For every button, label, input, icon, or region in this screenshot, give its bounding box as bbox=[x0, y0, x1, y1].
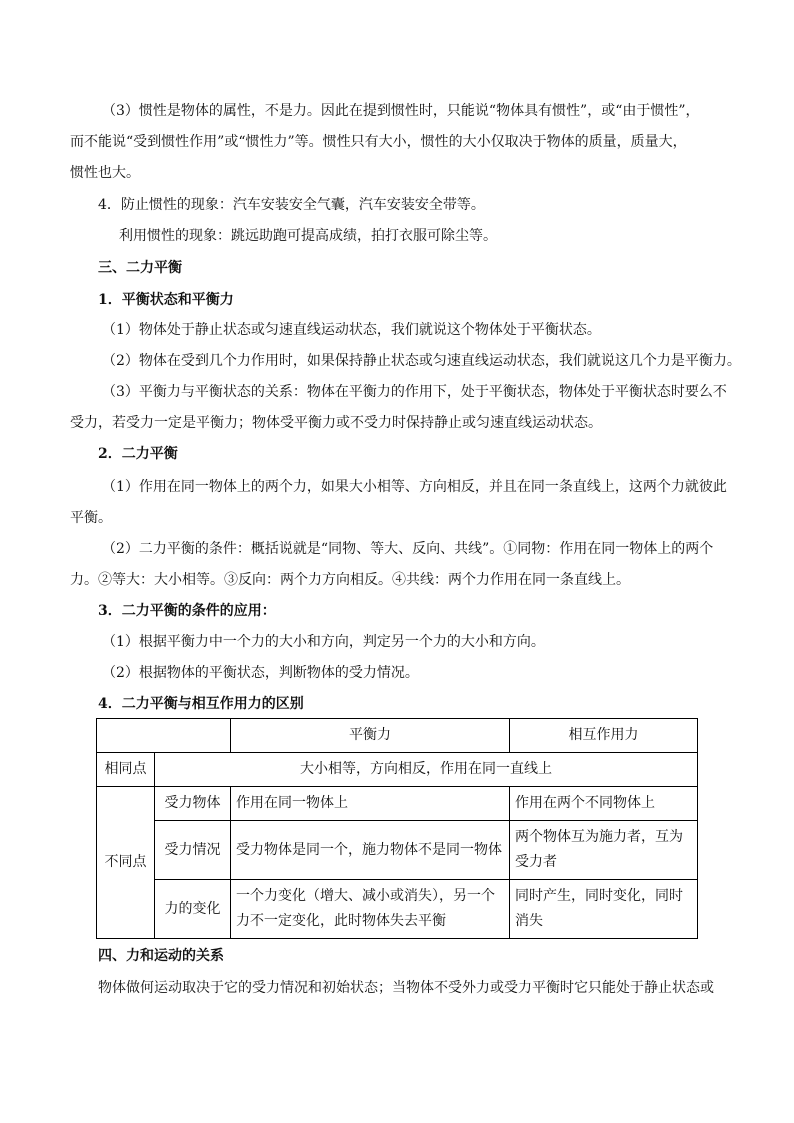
paragraph-line: 力。②等大：大小相等。③反向：两个力方向相反。④共线：两个力作用在同一条直线上。 bbox=[70, 572, 630, 588]
aspect-cell: 力的变化 bbox=[155, 880, 231, 939]
subsection-heading: 1．平衡状态和平衡力 bbox=[98, 292, 234, 308]
paragraph-line: （2）二力平衡的条件：概括说就是“同物、等大、反向、共线”。①同物：作用在同一物体上的两个 bbox=[102, 541, 714, 557]
interaction-cell: 两个物体互为施力者，互为受力者 bbox=[510, 821, 698, 880]
balance-cell: 作用在同一物体上 bbox=[231, 787, 510, 821]
interaction-cell: 同时产生，同时变化，同时消失 bbox=[510, 880, 698, 939]
balance-cell: 一个力变化（增大、减小或消失），另一个力不一定变化，此时物体失去平衡 bbox=[231, 880, 510, 939]
paragraph-line: （3）平衡力与平衡状态的关系：物体在平衡力的作用下，处于平衡状态，物体处于平衡状态时要么不 bbox=[102, 384, 727, 400]
subsection-heading: 3．二力平衡的条件的应用： bbox=[98, 603, 276, 619]
paragraph-line: （2）物体在受到几个力作用时，如果保持静止状态或匀速直线运动状态，我们就说这几个力是平衡力。 bbox=[102, 353, 741, 369]
comparison-table bbox=[96, 718, 698, 939]
paragraph-line: （1）作用在同一物体上的两个力，如果大小相等、方向相反，并且在同一条直线上，这两个力就彼此 bbox=[102, 479, 727, 495]
table-header-row bbox=[97, 719, 698, 753]
table-row bbox=[97, 880, 698, 939]
table-row bbox=[97, 753, 698, 787]
paragraph-line: 物体做何运动取决于它的受力情况和初始状态；当物体不受外力或受力平衡时它只能处于静止状态或 bbox=[98, 980, 714, 996]
table-row bbox=[97, 821, 698, 880]
aspect-cell: 受力物体 bbox=[155, 787, 231, 821]
paragraph-line: （1）根据平衡力中一个力的大小和方向，判定另一个力的大小和方向。 bbox=[102, 634, 545, 650]
section-heading: 三、二力平衡 bbox=[98, 260, 182, 276]
diff-points-label: 不同点 bbox=[97, 787, 155, 939]
aspect-cell: 受力情况 bbox=[155, 821, 231, 880]
paragraph-line: （2）根据物体的平衡状态，判断物体的受力情况。 bbox=[102, 665, 419, 681]
same-points-value: 大小相等，方向相反，作用在同一直线上 bbox=[155, 753, 698, 787]
paragraph-line: （1）物体处于静止状态或匀速直线运动状态，我们就说这个物体处于平衡状态。 bbox=[102, 322, 601, 338]
table-corner-cell bbox=[97, 719, 231, 753]
header-balance-force: 平衡力 bbox=[231, 719, 510, 753]
table-row bbox=[97, 787, 698, 821]
same-points-label: 相同点 bbox=[97, 753, 155, 787]
paragraph-line: 4．防止惯性的现象：汽车安装安全气囊，汽车安装安全带等。 bbox=[98, 197, 485, 213]
paragraph-line: 而不能说“受到惯性作用”或“惯性力”等。惯性只有大小，惯性的大小仅取决于物体的质量，质量大， bbox=[70, 134, 687, 150]
balance-cell: 受力物体是同一个，施力物体不是同一物体 bbox=[231, 821, 510, 880]
paragraph-line: 受力，若受力一定是平衡力；物体受平衡力或不受力时保持静止或匀速直线运动状态。 bbox=[70, 415, 602, 431]
section-heading: 四、力和运动的关系 bbox=[98, 948, 224, 964]
paragraph-line: 惯性也大。 bbox=[70, 165, 140, 181]
header-interaction-force: 相互作用力 bbox=[510, 719, 698, 753]
interaction-cell: 作用在两个不同物体上 bbox=[510, 787, 698, 821]
subsection-heading: 4．二力平衡与相互作用力的区别 bbox=[98, 696, 304, 712]
subsection-heading: 2．二力平衡 bbox=[98, 446, 178, 462]
paragraph-line: 平衡。 bbox=[70, 510, 112, 526]
paragraph-line: （3）惯性是物体的属性，不是力。因此在提到惯性时，只能说“物体具有惯性”，或“由于惯性”， bbox=[102, 103, 700, 119]
paragraph-line: 利用惯性的现象：跳远助跑可提高成绩，拍打衣服可除尘等。 bbox=[119, 228, 497, 244]
